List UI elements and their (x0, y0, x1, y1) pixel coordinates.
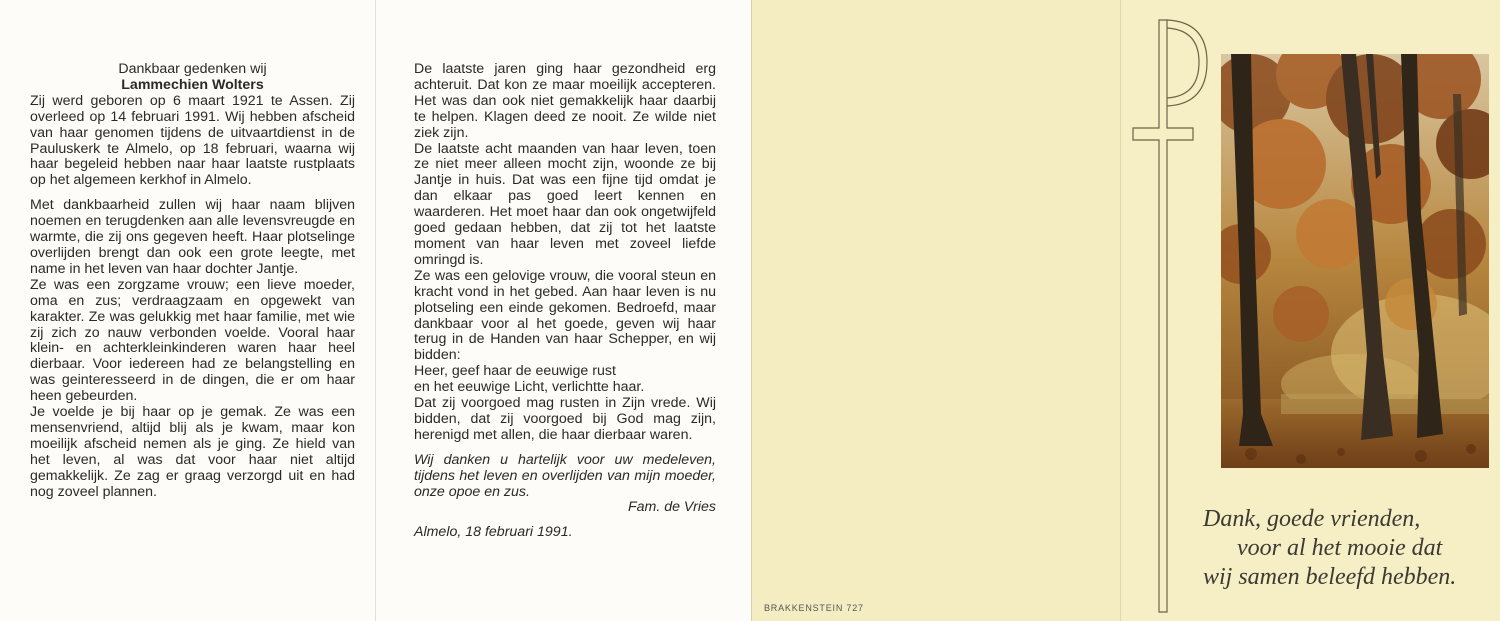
thanks-paragraph: Wij danken u hartelijk voor uw medeleven, tijdens het leven en overlijden van mijn moeder, onze opoe en zus. (414, 451, 716, 500)
birth-death-paragraph: Zij werd geboren op 6 maart 1921 te Assen. Zij overleed op 14 februari 1991. Wij hebben afscheid van haar genomen tijdens de uitvaartdienst in de Pauluskerk te Almelo, op 18 februari, waarna wij haar begeleid hebben naar haar laatste rustplaats op het algemeen kerkhof in Almelo. (30, 92, 355, 189)
character-paragraph: Ze was een zorgzame vrouw; een lieve moeder, oma en zus; verdraagzaam en opgewekt van karakter. Ze was gelukkig met haar familie, met wie zij zich zo nauw verbonden voelde. Vooral haar klein- en achterkleinkinderen waren haar heel dierbaar. Voor iedereen had ze belangstelling en was geinteresseerd in de dingen, die er om haar heen gebeurden. (30, 276, 355, 405)
middle-inner-page (375, 0, 751, 621)
publisher-code: BRAKKENSTEIN 727 (764, 603, 864, 613)
left-text-column (30, 62, 355, 500)
friend-paragraph: Je voelde je bij haar op je gemak. Ze was een mensenvriend, altijd blij als je kwam, maar kon moeilijk afscheid nemen als je ging. Ze hield van het leven, al was dat voor haar niet altijd gemakkelijk. Ze zag er graag verzorgd uit en had nog zoveel plannen. (30, 404, 355, 500)
front-cover (1120, 0, 1500, 621)
peace-paragraph: Dat zij voorgoed mag rusten in Zijn vrede. Wij bidden, dat zij voorgoed bij God mag zijn, herenigd met allen, die haar dierbaar waren. (414, 395, 716, 443)
faith-paragraph: Ze was een gelovige vrouw, die vooral steun en kracht vond in het gebed. Aan haar leven is nu plotseling een einde gekomen. Bedroefd, maar dankbaar voor al het goede, geven wij haar terug in de Handen van haar Schepper, en wij bidden: (414, 267, 716, 364)
place-date: Almelo, 18 februari 1991. (414, 524, 573, 541)
left-inner-page (0, 0, 375, 621)
prayer-line-1: Heer, geef haar de eeuwige rust (414, 363, 616, 380)
last-months-paragraph: De laatste acht maanden van haar leven, toen ze niet meer alleen mocht zijn, woonde ze bij Jantje in huis. Dat was een fijne tijd omdat je dan elkaar pas goed leert kennen en waarderen. Het moet haar dan ook ongetwijfeld goed gedaan hebben, dat zij tot het laatste moment van haar leven met zoveel liefde omringd is. (414, 140, 716, 268)
thank-you-verse (1203, 505, 1456, 592)
middle-text-column (414, 62, 716, 541)
back-page (751, 0, 1120, 621)
verse-line-3: wij samen beleefd hebben. (1203, 564, 1457, 590)
family-signature: Fam. de Vries (627, 499, 716, 516)
verse-line-1: Dank, goede vrienden, (1203, 506, 1421, 532)
deceased-name: Lammechien Wolters (121, 76, 264, 93)
heading-line: Dankbaar gedenken wij (118, 61, 267, 77)
verse-line-2: voor al het mooie dat (1237, 535, 1443, 561)
gratitude-paragraph: Met dankbaarheid zullen wij haar naam blijven noemen en terugdenken aan alle levensvreugde en warmte, die zij ons gegeven heeft. Haar plotselinge overlijden brengt dan ook een grote leegte, met name in het leven van haar dochter Jantje. (30, 197, 355, 277)
prayer-line-2: en het eeuwige Licht, verlichtte haar. (414, 379, 645, 396)
health-paragraph: De laatste jaren ging haar gezondheid erg achteruit. Dat kon ze maar moeilijk accepteren. Het was dan ook niet gemakkelijk haar daarbij te helpen. Klagen deed ze nooit. Ze wilde niet ziek zijn. (414, 61, 716, 141)
autumn-trees-photo (1221, 54, 1489, 468)
